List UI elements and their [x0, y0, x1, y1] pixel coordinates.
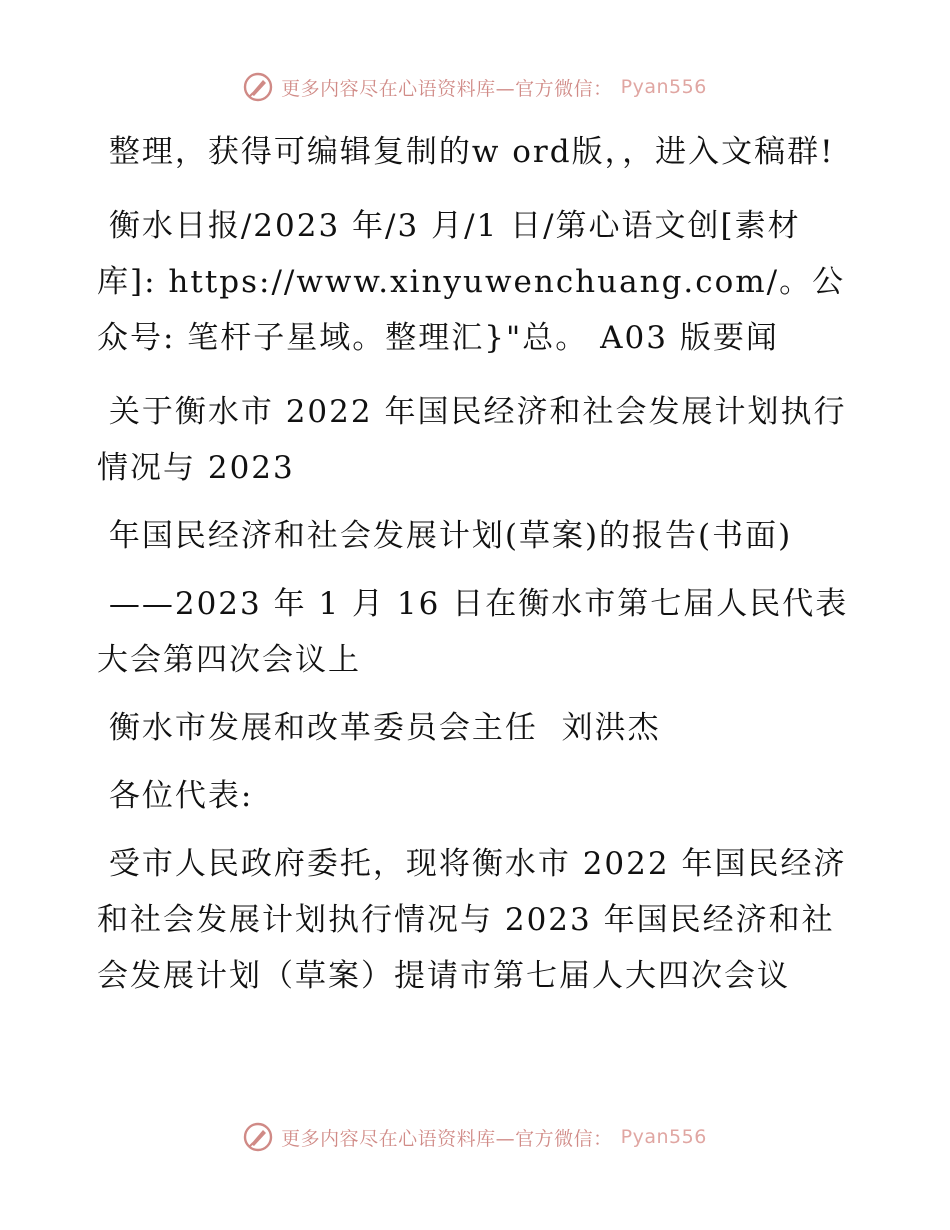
watermark-prefix: 更多内容尽在心语资料库—官方微信： [281, 77, 613, 100]
quill-logo-icon [243, 1122, 273, 1152]
footer-watermark [0, 1122, 950, 1152]
header-watermark [0, 72, 950, 102]
paragraph-title-line-1: 关于衡水市 2022 年国民经济和社会发展计划执行情况与 2023 [97, 394, 847, 486]
watermark-account: Pyan556 [620, 1126, 707, 1148]
document-body [97, 124, 857, 1004]
paragraph-author: 衡水市发展和改革委员会主任 刘洪杰 [97, 710, 661, 746]
paragraph-title-line-2: 年国民经济和社会发展计划(草案)的报告(书面) [97, 518, 793, 554]
quill-logo-icon [243, 72, 273, 102]
watermark-account: Pyan556 [620, 76, 707, 98]
paragraph-intro: 整理，获得可编辑复制的w ord版，，进入文稿群! [97, 134, 835, 170]
paragraph-body: 受市人民政府委托，现将衡水市 2022 年国民经济和社会发展计划执行情况与 2023 年国民经济和社会发展计划（草案）提请市第七届人大四次会议 [97, 846, 847, 994]
watermark-prefix: 更多内容尽在心语资料库—官方微信： [281, 1127, 613, 1150]
paragraph-source: 衡水日报/2023 年/3 月/1 日/第心语文创[素材库]: https://www.xinyuwenchuang.com/。公众号: 笔杆子星域。整理汇}"总。 A03 版要闻 [97, 208, 846, 356]
paragraph-greeting: 各位代表: [97, 778, 254, 814]
paragraph-meeting: ——2023 年 1 月 16 日在衡水市第七届人民代表大会第四次会议上 [97, 586, 849, 678]
